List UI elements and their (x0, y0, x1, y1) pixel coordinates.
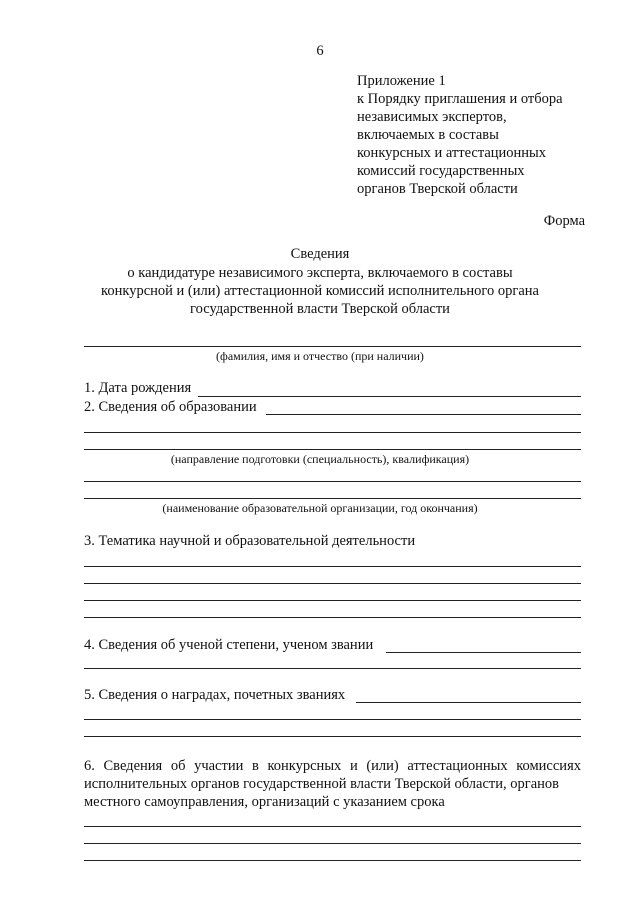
appendix-line: к Порядку приглашения и отбора (357, 91, 563, 107)
title-line: конкурсной и (или) аттестационной комиссий исполнительного органа (101, 283, 539, 299)
awards-field-line[interactable] (84, 719, 581, 720)
degree-label: 4. Сведения об ученой степени, ученом звании (84, 637, 374, 653)
participation-label: местного самоуправления, организаций с указанием срока (84, 794, 445, 810)
institution-hint: (наименование образовательной организации, год окончания) (162, 501, 478, 515)
awards-field-line[interactable] (356, 702, 581, 703)
form-label: Форма (543, 213, 585, 229)
birth-date-field-line[interactable] (198, 396, 581, 397)
research-label: 3. Тематика научной и образовательной деятельности (84, 533, 416, 549)
education-field-line[interactable] (266, 414, 581, 415)
specialty-hint: (направление подготовки (специальность), квалификация) (170, 452, 470, 466)
appendix-line: комиссий государственных (357, 163, 525, 179)
page-number: 6 (316, 43, 324, 59)
participation-field-line[interactable] (84, 826, 581, 827)
appendix-line: органов Тверской области (357, 181, 518, 197)
degree-field-line[interactable] (386, 652, 581, 653)
title-line: о кандидатуре независимого эксперта, включаемого в составы (127, 265, 513, 281)
appendix-line: конкурсных и аттестационных (357, 145, 547, 161)
title-heading: Сведения (290, 246, 350, 262)
research-field-line[interactable] (84, 566, 581, 567)
education-field-line[interactable] (84, 432, 581, 433)
awards-field-line[interactable] (84, 736, 581, 737)
birth-date-label: 1. Дата рождения (84, 380, 192, 396)
research-field-line[interactable] (84, 600, 581, 601)
appendix-line: Приложение 1 (357, 73, 446, 89)
appendix-line: включаемых в составы (357, 127, 499, 143)
research-field-line[interactable] (84, 583, 581, 584)
degree-field-line[interactable] (84, 668, 581, 669)
fio-field-line[interactable] (84, 346, 581, 347)
title-line: государственной власти Тверской области (190, 301, 450, 317)
institution-field-line[interactable] (84, 498, 581, 499)
participation-label: 6. Сведения об участии в конкурсных и (или) аттестационных комиссиях (84, 758, 581, 774)
awards-label: 5. Сведения о наградах, почетных званиях (84, 687, 346, 703)
education-field-line[interactable] (84, 481, 581, 482)
fio-hint: (фамилия, имя и отчество (при наличии) (216, 349, 424, 363)
education-field-line[interactable] (84, 449, 581, 450)
participation-field-line[interactable] (84, 860, 581, 861)
participation-label: исполнительных органов государственной власти Тверской области, органов (84, 776, 560, 792)
appendix-line: независимых экспертов, (357, 109, 507, 125)
research-field-line[interactable] (84, 617, 581, 618)
participation-field-line[interactable] (84, 843, 581, 844)
education-label: 2. Сведения об образовании (84, 399, 257, 415)
